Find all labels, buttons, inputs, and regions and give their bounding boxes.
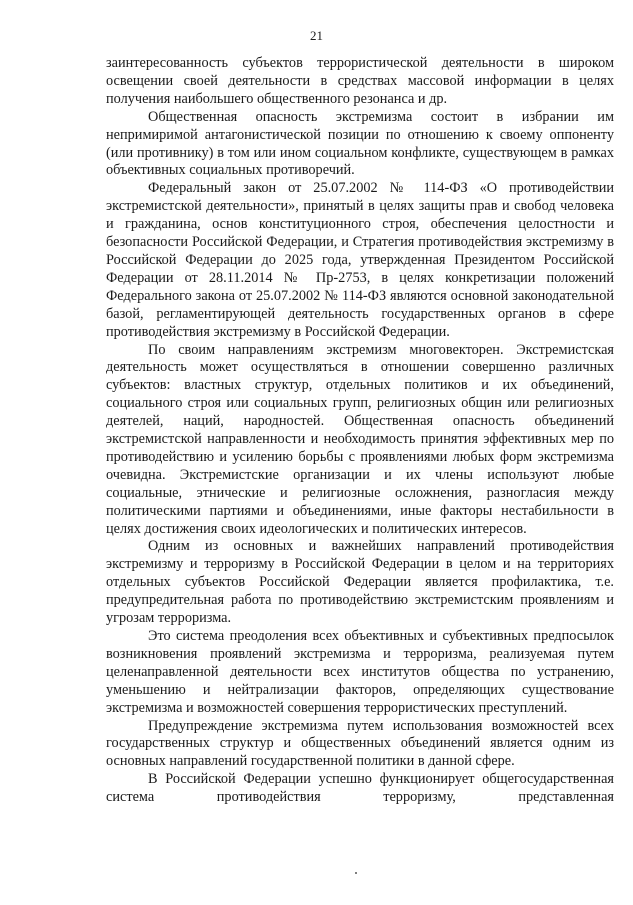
page-number: 21 <box>310 28 323 43</box>
document-body <box>106 55 614 807</box>
paragraph-5: Одним из основных и важнейших направлений противодействия экстремизму и терроризму в Российской Федерации в целом и на территориях отдельных субъектов Российской Федерации является профилактика, т.е. предупредительная работа по противодействию экстремистским проявлениям и угрозам терроризма. <box>106 538 614 627</box>
paragraph-1: заинтересованность субъектов террористической деятельности в широком освещении своей деятельности в средствах массовой информации в целях получения наибольшего общественного резонанса и др. <box>106 55 614 107</box>
scan-speck <box>355 872 357 874</box>
paragraph-8: В Российской Федерации успешно функционирует общегосударственная система противодействия терроризму, представленная <box>106 771 614 806</box>
paragraph-2: Общественная опасность экстремизма состоит в избрании им непримиримой антагонистической позиции по отношению к своему оппоненту (или противнику) в том или ином социальном конфликте, существующем в рамках объективных социальных противоречий. <box>106 108 614 179</box>
paragraph-3: Федеральный закон от 25.07.2002 № 114-ФЗ «О противодействии экстремистской деятельности», принятый в целях защиты прав и свобод человека и гражданина, основ конституционного строя, обеспечения целостности и безопасности Российской Федерации, и Стратегия противодействия экстремизму в Российской Федерации до 2025 года, утвержденная Президентом Российской Федерации от 28.11.2014 № Пр-2753, в целях конкретизации положений Федерального закона от 25.07.2002 № 114-ФЗ являются основной законодательной базой, регламентирующей деятельность государственных органов в сфере противодействия экстремизму в Российской Федерации. <box>106 180 614 340</box>
paragraph-4: По своим направлениям экстремизм многовекторен. Экстремистская деятельность может осуществляться в отношении совершенно различных субъектов: властных структур, отдельных политиков и их объединений, социального строя или социальных групп, религиозных общин или религиозных деятелей, наций, народностей. Общественная опасность объединений экстремистской направленности и необходимость принятия эффективных мер по противодействию и усилению борьбы с проявлениями любых форм экстремизма очевидна. Экстремистские организации и их члены используют любые социальные, этнические и религиозные осложнения, разногласия между политическими партиями и объединениями, иные факторы нестабильности в целях достижения своих идеологических и политических интересов. <box>106 341 614 537</box>
paragraph-6: Это система преодоления всех объективных и субъективных предпосылок возникновения проявлений экстремизма и терроризма, реализуемая путем целенаправленной деятельности всех институтов общества по устранению, уменьшению и нейтрализации факторов, определяющих существование экстремизма и возможностей совершения террористических преступлений. <box>106 628 614 716</box>
paragraph-7: Предупреждение экстремизма путем использования возможностей всех государственных структур и общественных объединений является одним из основных направлений государственной политики в данной сфере. <box>106 717 614 770</box>
